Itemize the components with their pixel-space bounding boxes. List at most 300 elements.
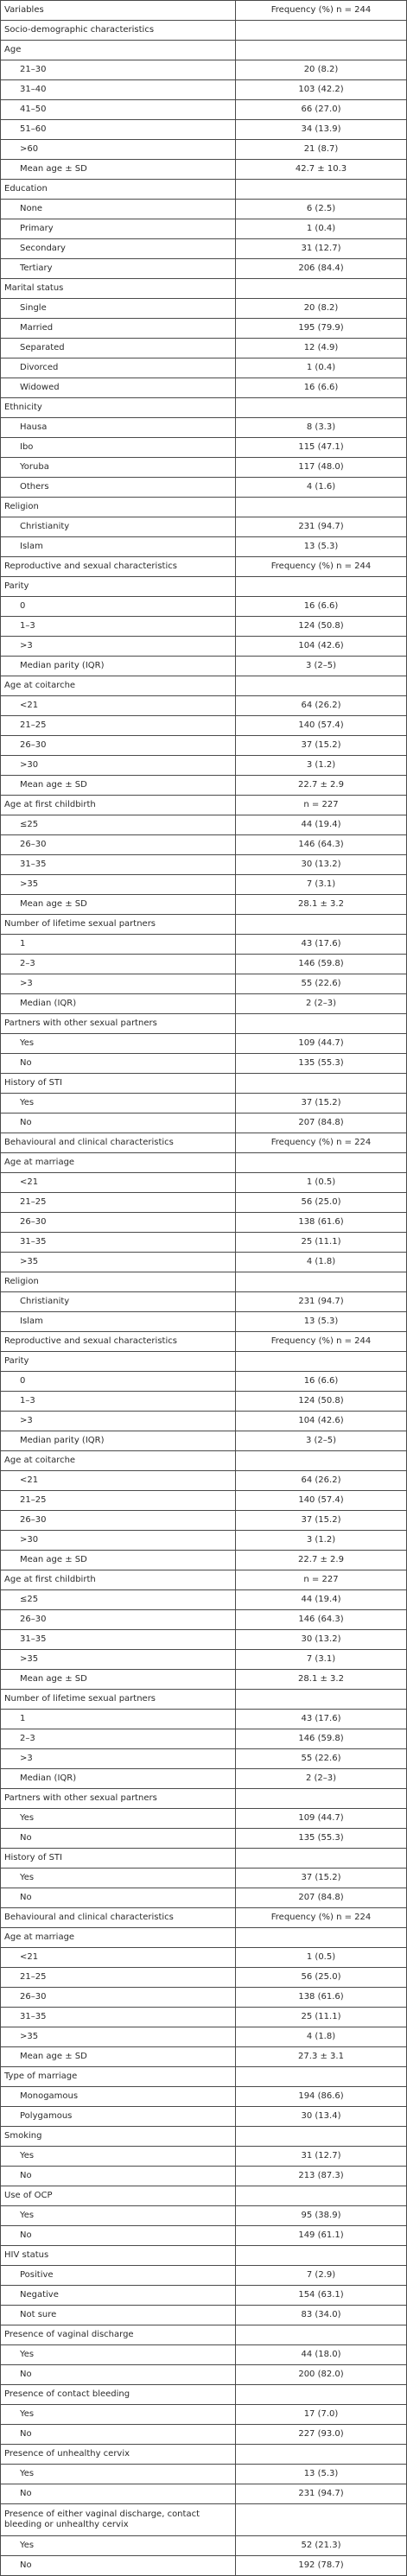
table-row: [1, 120, 407, 140]
row-value: 7 (3.1): [236, 875, 407, 895]
row-label: Presence of contact bleeding: [1, 2385, 236, 2405]
row-label: History of STI: [1, 1849, 236, 1869]
table-row: [1, 2107, 407, 2127]
row-label: Number of lifetime sexual partners: [1, 915, 236, 935]
row-value: 43 (17.6): [236, 935, 407, 955]
table-row: [1, 100, 407, 120]
row-label: >35: [1, 875, 236, 895]
row-value: 28.1 ± 3.2: [236, 1670, 407, 1690]
row-label: Polygamous: [1, 2107, 236, 2127]
row-value: 20 (8.2): [236, 299, 407, 319]
row-value: 135 (55.3): [236, 1054, 407, 1074]
row-value: 1 (0.5): [236, 1948, 407, 1968]
row-value: 4 (1.6): [236, 478, 407, 498]
row-value: [236, 41, 407, 60]
table-row: [1, 1412, 407, 1431]
row-value: 135 (55.3): [236, 1829, 407, 1849]
row-value: 95 (38.9): [236, 2206, 407, 2226]
table-row: [1, 1749, 407, 1769]
table-row: [1, 1551, 407, 1570]
row-label: 21–25: [1, 1193, 236, 1213]
row-label: Age at marriage: [1, 1153, 236, 1173]
row-value: 146 (59.8): [236, 955, 407, 974]
table-row: [1, 1829, 407, 1849]
table-row: [1, 1431, 407, 1451]
table-row: [1, 1471, 407, 1491]
row-label: 26–30: [1, 1511, 236, 1531]
table-row: [1, 2087, 407, 2107]
row-value: 12 (4.9): [236, 339, 407, 358]
row-label: >3: [1, 1412, 236, 1431]
table-row: [1, 955, 407, 974]
row-label: 2–3: [1, 955, 236, 974]
group-row: [1, 1451, 407, 1471]
row-value: [236, 676, 407, 696]
row-value: 28.1 ± 3.2: [236, 895, 407, 915]
table-row: [1, 299, 407, 319]
row-value: 52 (21.3): [236, 2536, 407, 2556]
table-row: [1, 2266, 407, 2286]
row-value: 25 (11.1): [236, 1233, 407, 1253]
row-value: [236, 498, 407, 517]
row-label: Yes: [1, 1809, 236, 1829]
row-label: 0: [1, 1372, 236, 1392]
row-label: Primary: [1, 219, 236, 239]
table-row: [1, 1968, 407, 1988]
row-label: >30: [1, 1531, 236, 1551]
table-row: [1, 637, 407, 657]
row-label: Median parity (IQR): [1, 657, 236, 676]
table-row: [1, 80, 407, 100]
row-value: 44 (19.4): [236, 815, 407, 835]
table-row: [1, 478, 407, 498]
row-label: 31–35: [1, 855, 236, 875]
group-row: [1, 2385, 407, 2405]
row-label: Yes: [1, 2405, 236, 2425]
row-value: 117 (48.0): [236, 458, 407, 478]
row-label: Mean age ± SD: [1, 160, 236, 180]
row-label: 21–25: [1, 716, 236, 736]
row-value: 25 (11.1): [236, 2008, 407, 2027]
row-value: 213 (87.3): [236, 2167, 407, 2186]
row-value: 194 (86.6): [236, 2087, 407, 2107]
row-value: 43 (17.6): [236, 1710, 407, 1729]
row-label: No: [1, 1888, 236, 1908]
row-value: 31 (12.7): [236, 239, 407, 259]
table-row: [1, 736, 407, 756]
row-label: Religion: [1, 498, 236, 517]
row-value: 146 (59.8): [236, 1729, 407, 1749]
row-label: 21–25: [1, 1968, 236, 1988]
row-label: Partners with other sexual partners: [1, 1789, 236, 1809]
row-label: Yes: [1, 1869, 236, 1888]
row-label: Parity: [1, 577, 236, 597]
row-label: 31–40: [1, 80, 236, 100]
section-row: [1, 1908, 407, 1928]
row-label: Age: [1, 41, 236, 60]
row-value: n = 227: [236, 796, 407, 815]
row-label: 1: [1, 935, 236, 955]
row-value: [236, 1451, 407, 1471]
table-row: [1, 776, 407, 796]
row-value: 13 (5.3): [236, 537, 407, 557]
row-label: <21: [1, 1173, 236, 1193]
row-label: Yes: [1, 1034, 236, 1054]
row-label: Age at coitarche: [1, 1451, 236, 1471]
row-label: No: [1, 2484, 236, 2504]
table-row: [1, 1253, 407, 1272]
row-label: Islam: [1, 537, 236, 557]
group-row: [1, 1690, 407, 1710]
row-value: 3 (1.2): [236, 1531, 407, 1551]
row-label: 26–30: [1, 1988, 236, 2008]
row-label: >30: [1, 756, 236, 776]
table-row: [1, 2365, 407, 2385]
table-row: [1, 1988, 407, 2008]
table-header-row: [1, 1, 407, 21]
group-row: [1, 2067, 407, 2087]
row-value: 1 (0.4): [236, 358, 407, 378]
row-value: [236, 21, 407, 41]
row-label: Age at first childbirth: [1, 1570, 236, 1590]
row-value: 34 (13.9): [236, 120, 407, 140]
row-value: 44 (19.4): [236, 1590, 407, 1610]
row-label: >60: [1, 140, 236, 160]
header-frequency: Frequency (%) n = 244: [236, 1, 407, 21]
table-row: [1, 378, 407, 398]
row-value: 231 (94.7): [236, 1292, 407, 1312]
row-label: No: [1, 1054, 236, 1074]
group-row: [1, 2325, 407, 2345]
row-value: 30 (13.2): [236, 855, 407, 875]
row-value: 2 (2–3): [236, 994, 407, 1014]
group-row: [1, 2186, 407, 2206]
row-value: 30 (13.4): [236, 2107, 407, 2127]
row-label: No: [1, 2226, 236, 2246]
table-row: [1, 458, 407, 478]
table-row: [1, 2167, 407, 2186]
group-row: [1, 1789, 407, 1809]
table-row: [1, 2306, 407, 2325]
row-value: [236, 180, 407, 200]
row-value: 56 (25.0): [236, 1968, 407, 1988]
row-value: 55 (22.6): [236, 1749, 407, 1769]
row-value: [236, 1272, 407, 1292]
row-value: 37 (15.2): [236, 1869, 407, 1888]
table-row: [1, 716, 407, 736]
group-row: [1, 1074, 407, 1094]
row-label: Presence of vaginal discharge: [1, 2325, 236, 2345]
table-row: [1, 1491, 407, 1511]
row-label: >3: [1, 974, 236, 994]
group-row: [1, 1352, 407, 1372]
row-label: Yoruba: [1, 458, 236, 478]
row-value: 138 (61.6): [236, 1988, 407, 2008]
table-row: [1, 1173, 407, 1193]
table-row: [1, 2536, 407, 2556]
row-label: <21: [1, 1471, 236, 1491]
row-label: Behavioural and clinical characteristics: [1, 1133, 236, 1153]
row-value: 64 (26.2): [236, 696, 407, 716]
row-value: 27.3 ± 3.1: [236, 2047, 407, 2067]
table-row: [1, 60, 407, 80]
row-label: None: [1, 200, 236, 219]
row-value: 17 (7.0): [236, 2405, 407, 2425]
table-row: [1, 219, 407, 239]
table-row: [1, 815, 407, 835]
section-row: [1, 1332, 407, 1352]
table-row: [1, 2425, 407, 2445]
row-label: ≤25: [1, 815, 236, 835]
row-label: Positive: [1, 2266, 236, 2286]
row-label: Mean age ± SD: [1, 776, 236, 796]
row-value: 7 (3.1): [236, 1650, 407, 1670]
table-row: [1, 418, 407, 438]
group-row: [1, 2504, 407, 2536]
row-label: Partners with other sexual partners: [1, 1014, 236, 1034]
row-value: 1 (0.4): [236, 219, 407, 239]
table-row: [1, 1531, 407, 1551]
row-value: 231 (94.7): [236, 2484, 407, 2504]
row-value: 140 (57.4): [236, 1491, 407, 1511]
row-label: >3: [1, 637, 236, 657]
table-row: [1, 1710, 407, 1729]
table-row: [1, 835, 407, 855]
row-value: n = 227: [236, 1570, 407, 1590]
row-label: <21: [1, 696, 236, 716]
row-value: 7 (2.9): [236, 2266, 407, 2286]
row-label: Others: [1, 478, 236, 498]
row-label: <21: [1, 1948, 236, 1968]
row-label: >35: [1, 1253, 236, 1272]
row-label: Ibo: [1, 438, 236, 458]
row-value: 13 (5.3): [236, 1312, 407, 1332]
row-label: No: [1, 2425, 236, 2445]
table-row: [1, 1392, 407, 1412]
row-value: [236, 1690, 407, 1710]
row-label: Tertiary: [1, 259, 236, 279]
row-value: 37 (15.2): [236, 1094, 407, 1114]
table-row: [1, 895, 407, 915]
table-row: [1, 259, 407, 279]
table-row: [1, 617, 407, 637]
table-row: [1, 875, 407, 895]
section-row: [1, 557, 407, 577]
row-value: 21 (8.7): [236, 140, 407, 160]
row-value: 6 (2.5): [236, 200, 407, 219]
row-value: 149 (61.1): [236, 2226, 407, 2246]
table-row: [1, 1948, 407, 1968]
row-value: 83 (34.0): [236, 2306, 407, 2325]
table-row: [1, 1034, 407, 1054]
table-row: [1, 2226, 407, 2246]
table-row: [1, 2286, 407, 2306]
row-value: Frequency (%) n = 244: [236, 1332, 407, 1352]
row-label: No: [1, 2365, 236, 2385]
table-row: [1, 1312, 407, 1332]
row-label: Yes: [1, 2206, 236, 2226]
row-value: [236, 1352, 407, 1372]
row-value: 66 (27.0): [236, 100, 407, 120]
row-label: Religion: [1, 1272, 236, 1292]
row-value: 1 (0.5): [236, 1173, 407, 1193]
row-label: >35: [1, 1650, 236, 1670]
table-row: [1, 1650, 407, 1670]
row-label: History of STI: [1, 1074, 236, 1094]
row-value: 109 (44.7): [236, 1034, 407, 1054]
table-row: [1, 339, 407, 358]
row-label: Christianity: [1, 517, 236, 537]
group-row: [1, 498, 407, 517]
row-label: Mean age ± SD: [1, 2047, 236, 2067]
row-label: Use of OCP: [1, 2186, 236, 2206]
row-label: Presence of either vaginal discharge, contact bleeding or unhealthy cervix: [1, 2504, 236, 2536]
row-label: 31–35: [1, 1233, 236, 1253]
row-value: 3 (1.2): [236, 756, 407, 776]
table-row: [1, 358, 407, 378]
row-label: Socio-demographic characteristics: [1, 21, 236, 41]
row-label: Yes: [1, 2345, 236, 2365]
table-row: [1, 2047, 407, 2067]
row-value: 200 (82.0): [236, 2365, 407, 2385]
row-label: Behavioural and clinical characteristics: [1, 1908, 236, 1928]
row-value: 56 (25.0): [236, 1193, 407, 1213]
row-label: Married: [1, 319, 236, 339]
row-value: [236, 2385, 407, 2405]
row-value: 206 (84.4): [236, 259, 407, 279]
row-value: [236, 2067, 407, 2087]
row-value: 44 (18.0): [236, 2345, 407, 2365]
row-value: 192 (78.7): [236, 2556, 407, 2576]
row-label: Reproductive and sexual characteristics: [1, 557, 236, 577]
row-value: 103 (42.2): [236, 80, 407, 100]
row-label: No: [1, 1829, 236, 1849]
group-row: [1, 676, 407, 696]
row-value: 42.7 ± 10.3: [236, 160, 407, 180]
row-label: Yes: [1, 1094, 236, 1114]
row-label: Median (IQR): [1, 1769, 236, 1789]
table-row: [1, 657, 407, 676]
row-label: Marital status: [1, 279, 236, 299]
table-row: [1, 1769, 407, 1789]
row-label: HIV status: [1, 2246, 236, 2266]
group-row: [1, 2445, 407, 2465]
row-value: 4 (1.8): [236, 1253, 407, 1272]
row-label: No: [1, 1114, 236, 1133]
row-value: 231 (94.7): [236, 517, 407, 537]
table-row: [1, 517, 407, 537]
table-row: [1, 1630, 407, 1650]
row-value: [236, 577, 407, 597]
table-row: [1, 1610, 407, 1630]
table-row: [1, 1511, 407, 1531]
row-label: Reproductive and sexual characteristics: [1, 1332, 236, 1352]
row-label: 41–50: [1, 100, 236, 120]
row-label: 1–3: [1, 617, 236, 637]
row-value: Frequency (%) n = 224: [236, 1908, 407, 1928]
row-value: 30 (13.2): [236, 1630, 407, 1650]
row-label: Education: [1, 180, 236, 200]
row-label: Single: [1, 299, 236, 319]
table-row: [1, 1888, 407, 1908]
row-label: Not sure: [1, 2306, 236, 2325]
row-label: 26–30: [1, 1213, 236, 1233]
row-value: 64 (26.2): [236, 1471, 407, 1491]
group-row: [1, 1928, 407, 1948]
row-value: 8 (3.3): [236, 418, 407, 438]
row-value: 16 (6.6): [236, 1372, 407, 1392]
row-value: 109 (44.7): [236, 1809, 407, 1829]
table-row: [1, 2147, 407, 2167]
row-value: 124 (50.8): [236, 617, 407, 637]
table-row: [1, 319, 407, 339]
header-variables: Variables: [1, 1, 236, 21]
table-row: [1, 239, 407, 259]
row-value: 22.7 ± 2.9: [236, 776, 407, 796]
table-row: [1, 1213, 407, 1233]
row-value: [236, 1153, 407, 1173]
table-row: [1, 994, 407, 1014]
table-row: [1, 855, 407, 875]
row-value: 138 (61.6): [236, 1213, 407, 1233]
row-label: 31–35: [1, 2008, 236, 2027]
group-row: [1, 2127, 407, 2147]
group-row: [1, 1570, 407, 1590]
row-label: Mean age ± SD: [1, 895, 236, 915]
row-label: 31–35: [1, 1630, 236, 1650]
row-value: 154 (63.1): [236, 2286, 407, 2306]
row-value: 3 (2–5): [236, 657, 407, 676]
group-row: [1, 398, 407, 418]
row-label: 21–25: [1, 1491, 236, 1511]
table-row: [1, 756, 407, 776]
row-value: [236, 1928, 407, 1948]
row-label: 26–30: [1, 736, 236, 756]
row-value: 13 (5.3): [236, 2465, 407, 2484]
group-row: [1, 1272, 407, 1292]
row-label: Median parity (IQR): [1, 1431, 236, 1451]
row-label: Mean age ± SD: [1, 1670, 236, 1690]
row-value: [236, 2186, 407, 2206]
group-row: [1, 180, 407, 200]
table-row: [1, 696, 407, 716]
row-value: [236, 2445, 407, 2465]
row-label: Median (IQR): [1, 994, 236, 1014]
table-row: [1, 1670, 407, 1690]
table-row: [1, 1114, 407, 1133]
table-row: [1, 200, 407, 219]
table-row: [1, 537, 407, 557]
table-row: [1, 140, 407, 160]
group-row: [1, 577, 407, 597]
row-value: 115 (47.1): [236, 438, 407, 458]
row-value: 3 (2–5): [236, 1431, 407, 1451]
row-value: 124 (50.8): [236, 1392, 407, 1412]
table-row: [1, 2008, 407, 2027]
table-row: [1, 2465, 407, 2484]
row-value: Frequency (%) n = 244: [236, 557, 407, 577]
row-label: No: [1, 2167, 236, 2186]
row-label: 2–3: [1, 1729, 236, 1749]
row-value: [236, 2504, 407, 2536]
row-label: Divorced: [1, 358, 236, 378]
table-row: [1, 2345, 407, 2365]
row-label: 21–30: [1, 60, 236, 80]
row-value: 207 (84.8): [236, 1888, 407, 1908]
row-value: 37 (15.2): [236, 736, 407, 756]
table-row: [1, 935, 407, 955]
table-row: [1, 2405, 407, 2425]
